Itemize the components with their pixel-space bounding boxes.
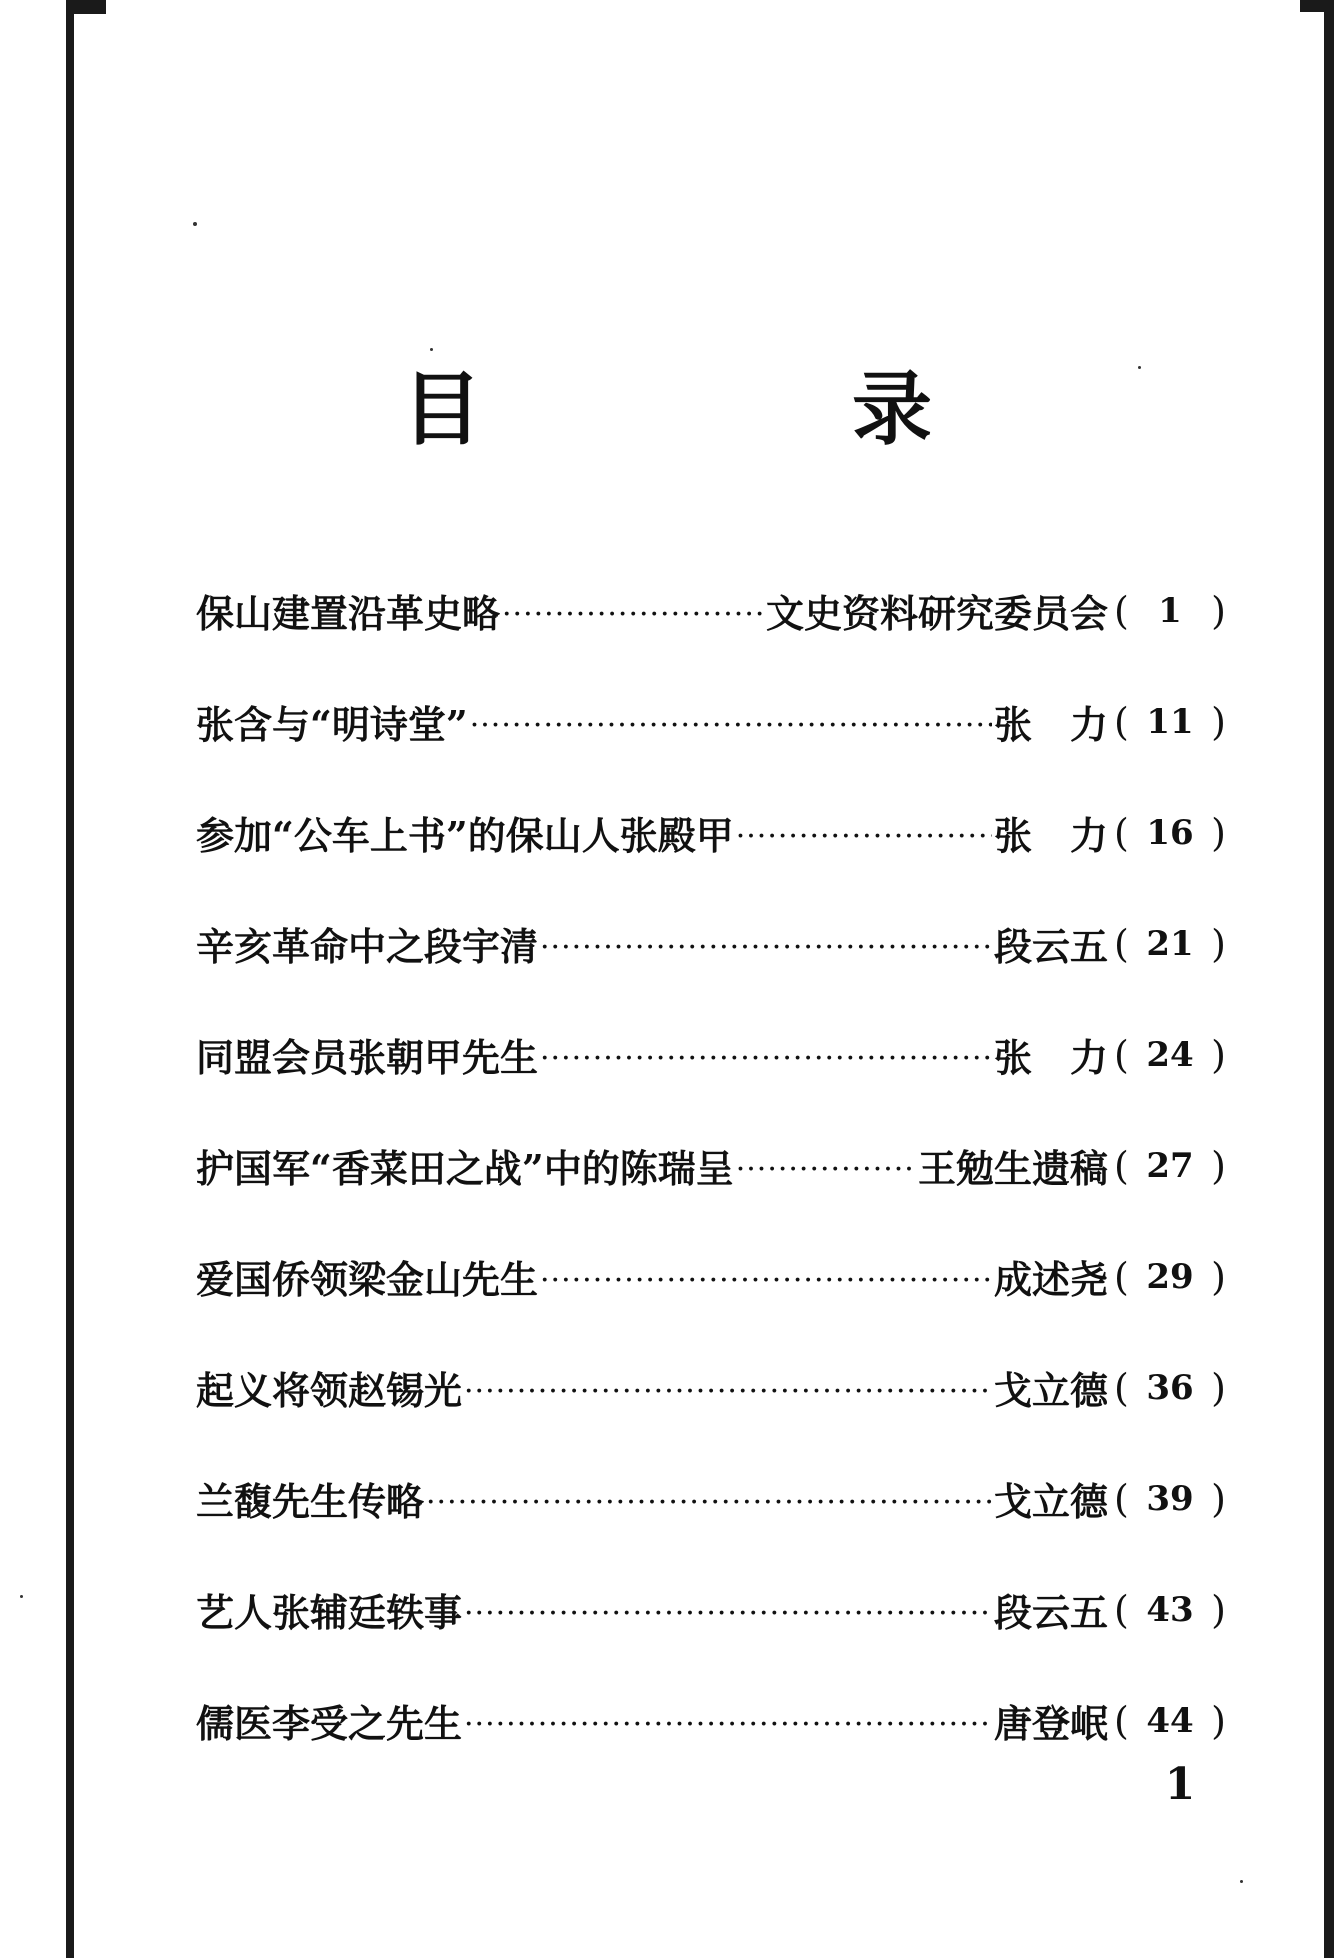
- toc-entry-page: [1114, 922, 1226, 966]
- paren-open: (: [1114, 588, 1129, 633]
- scan-speck: [430, 348, 433, 351]
- toc-entry-page: [1114, 589, 1226, 633]
- paren-open: (: [1114, 921, 1129, 966]
- toc-leader-dots: [736, 819, 992, 854]
- paren-open: (: [1114, 1254, 1129, 1299]
- toc-entry-title: 参加“公车上书”的保山人张殿甲: [196, 813, 734, 858]
- toc-entry: [196, 1554, 1226, 1665]
- paren-close: ): [1211, 1254, 1226, 1299]
- paren-close: ): [1211, 1698, 1226, 1743]
- paren-open: (: [1114, 810, 1129, 855]
- paren-open: (: [1114, 1365, 1129, 1410]
- toc-entry-title: 艺人张辅廷轶事: [196, 1590, 463, 1635]
- toc-entry-author: 戈立德: [993, 1368, 1108, 1413]
- toc-entry: [196, 1665, 1226, 1776]
- paren-open: (: [1114, 1587, 1129, 1632]
- paren-close: ): [1211, 1476, 1226, 1521]
- toc-leader-dots: [540, 1041, 992, 1076]
- paren-close: ): [1211, 1587, 1226, 1632]
- toc-leader-dots: [464, 1374, 992, 1409]
- toc-page-number: 1: [1158, 590, 1182, 631]
- toc-entry-title: 护国军“香菜田之战”中的陈瑞呈: [196, 1146, 734, 1191]
- toc-page-number: 11: [1146, 701, 1194, 742]
- toc-entry-author: 文史资料研究委员会: [765, 591, 1108, 636]
- paren-close: ): [1211, 810, 1226, 855]
- toc-entry-page: [1114, 1033, 1226, 1077]
- toc-entry-title: 儒医李受之先生: [196, 1701, 463, 1746]
- toc-heading: 目 录: [402, 363, 1077, 456]
- toc-entry-title: 辛亥革命中之段宇清: [196, 924, 539, 969]
- toc-page-number: 43: [1146, 1589, 1194, 1630]
- paren-close: ): [1211, 921, 1226, 966]
- toc-entry-page: [1114, 1588, 1226, 1632]
- toc-entry-author: 张 力: [993, 1035, 1108, 1080]
- scan-speck: [1240, 1880, 1243, 1883]
- toc-page-number: 21: [1146, 923, 1194, 964]
- toc-entry: [196, 777, 1226, 888]
- toc-leader-dots: [464, 1596, 992, 1631]
- toc-leader-dots: [502, 597, 764, 632]
- toc-entry: [196, 1221, 1226, 1332]
- scan-edge-top-right: [1300, 0, 1334, 12]
- toc-entry: [196, 666, 1226, 777]
- page-number: 1: [1164, 1759, 1196, 1810]
- paren-close: ): [1211, 588, 1226, 633]
- toc-entry: [196, 1110, 1226, 1221]
- paren-close: ): [1211, 1032, 1226, 1077]
- toc-entry: [196, 1332, 1226, 1443]
- scan-speck: [193, 222, 197, 226]
- paren-close: ): [1211, 699, 1226, 744]
- toc-entry-title: 保山建置沿革史略: [196, 591, 501, 636]
- toc-entry-title: 起义将领赵锡光: [196, 1368, 463, 1413]
- toc-page-number: 44: [1146, 1700, 1194, 1741]
- toc-entry-page: [1114, 1699, 1226, 1743]
- toc-page-number: 36: [1146, 1367, 1194, 1408]
- toc-entry-author: 戈立德: [993, 1479, 1108, 1524]
- toc-entry: [196, 555, 1226, 666]
- toc-entry: [196, 888, 1226, 999]
- paren-open: (: [1114, 699, 1129, 744]
- toc-leader-dots: [540, 1263, 992, 1298]
- toc-entry-page: [1114, 700, 1226, 744]
- toc-leader-dots: [540, 930, 992, 965]
- toc-entry-title: 爱国侨领梁金山先生: [196, 1257, 539, 1302]
- toc-page-number: 16: [1146, 812, 1194, 853]
- toc-entry: [196, 1443, 1226, 1554]
- toc-entry-author: 唐登岷: [993, 1701, 1108, 1746]
- paren-open: (: [1114, 1698, 1129, 1743]
- toc-page-number: 29: [1146, 1256, 1194, 1297]
- toc-entry-author: 段云五: [993, 1590, 1108, 1635]
- scan-speck: [20, 1595, 23, 1598]
- paren-open: (: [1114, 1032, 1129, 1077]
- toc-entry-title: 张含与“明诗堂”: [196, 702, 468, 747]
- toc-entry-author: 王勉生遗稿: [917, 1146, 1108, 1191]
- scan-edge-left: [66, 0, 74, 1958]
- toc-entry: [196, 999, 1226, 1110]
- scan-edge-right: [1324, 0, 1334, 1958]
- toc-entry-author: 成述尧: [993, 1257, 1108, 1302]
- toc-page-number: 27: [1146, 1145, 1194, 1186]
- paren-close: ): [1211, 1143, 1226, 1188]
- toc-entry-page: [1114, 1366, 1226, 1410]
- toc-entry-title: 同盟会员张朝甲先生: [196, 1035, 539, 1080]
- table-of-contents: [196, 555, 1226, 1776]
- toc-page-number: 39: [1146, 1478, 1194, 1519]
- paren-open: (: [1114, 1143, 1129, 1188]
- toc-entry-page: [1114, 1477, 1226, 1521]
- paren-open: (: [1114, 1476, 1129, 1521]
- toc-page-number: 24: [1146, 1034, 1194, 1075]
- scan-edge-top-left: [66, 0, 106, 14]
- paren-close: ): [1211, 1365, 1226, 1410]
- toc-entry-author: 张 力: [993, 702, 1108, 747]
- toc-leader-dots: [426, 1485, 992, 1520]
- toc-entry-page: [1114, 811, 1226, 855]
- toc-entry-author: 段云五: [993, 924, 1108, 969]
- toc-entry-author: 张 力: [993, 813, 1108, 858]
- toc-entry-title: 兰馥先生传略: [196, 1479, 425, 1524]
- toc-entry-page: [1114, 1144, 1226, 1188]
- toc-leader-dots: [470, 708, 992, 743]
- toc-leader-dots: [464, 1707, 992, 1742]
- toc-entry-page: [1114, 1255, 1226, 1299]
- toc-leader-dots: [736, 1152, 916, 1187]
